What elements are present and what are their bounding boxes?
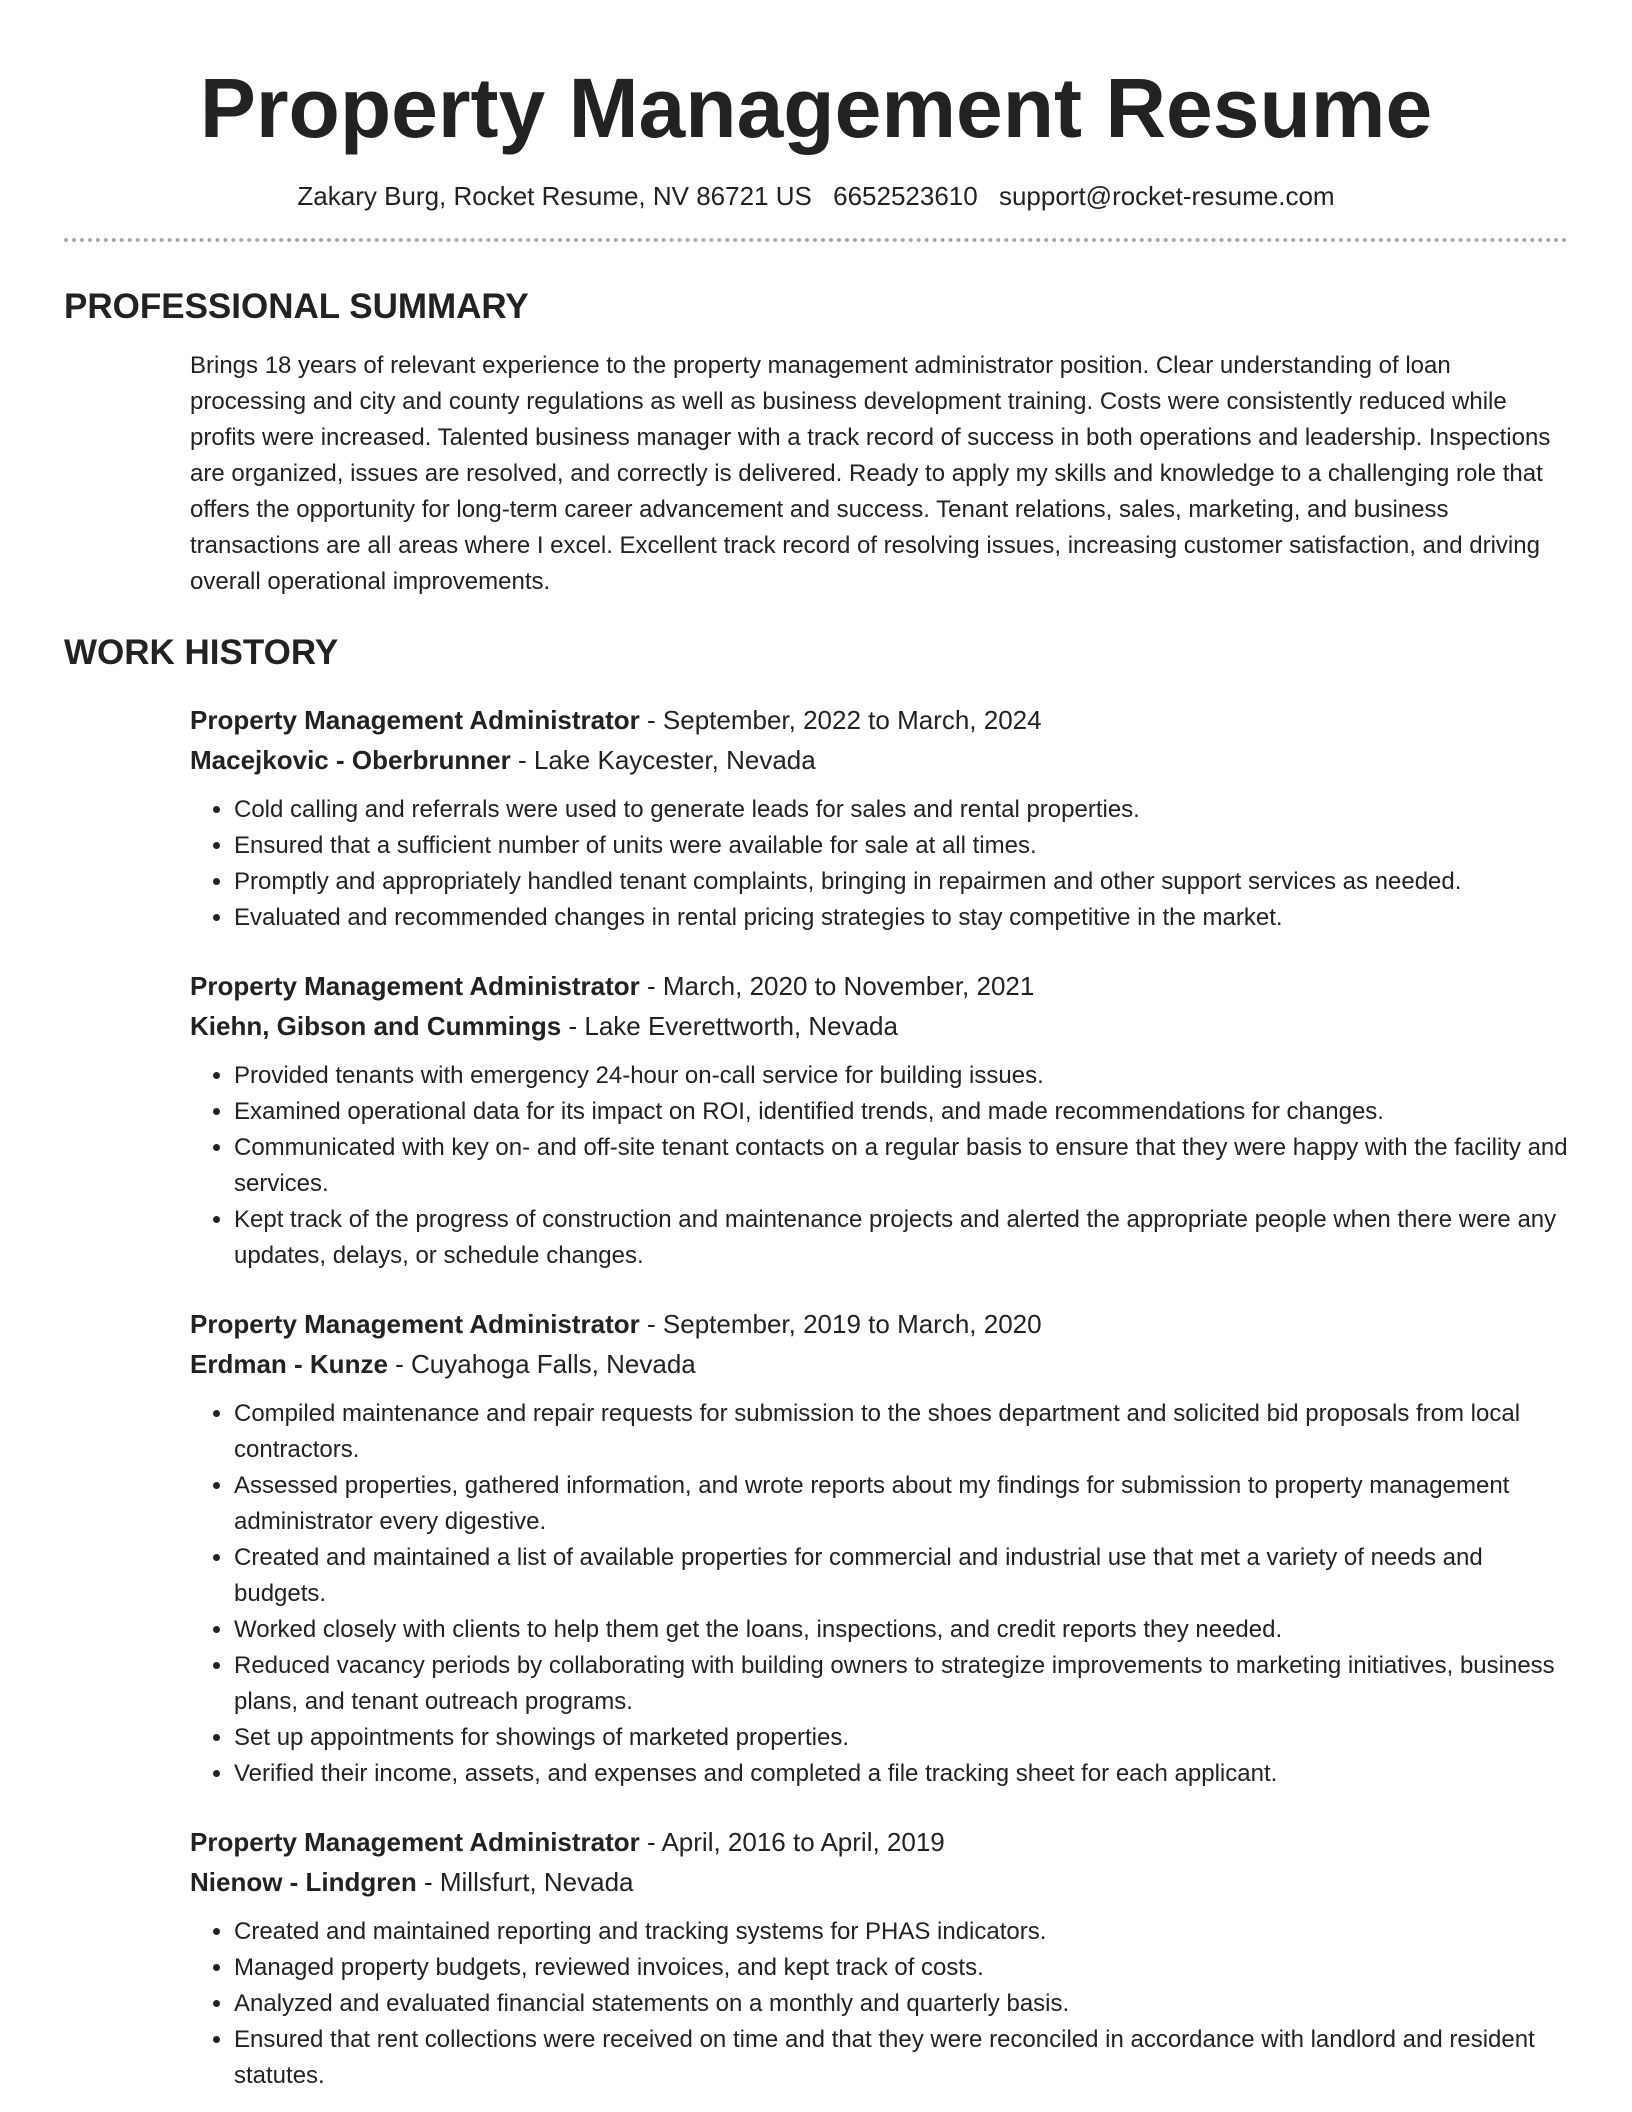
contact-address: Zakary Burg, Rocket Resume, NV 86721 US — [297, 180, 812, 211]
list-item: • Created and maintained reporting and tracking systems for PHAS indicators. — [234, 1914, 1568, 1950]
list-item: • Reduced vacancy periods by collaborating with building owners to strategize improvements to marketing initiatives, business plans, and tenant outreach programs. — [234, 1648, 1568, 1720]
contact-phone: 6652523610 — [833, 180, 978, 211]
list-item: • Provided tenants with emergency 24-hour on-call service for building issues. — [234, 1058, 1568, 1094]
list-item: • Ensured that rent collections were received on time and that they were reconciled in accordance with landlord and resident statutes. — [234, 2022, 1568, 2094]
list-item: • Managed property budgets, reviewed invoices, and kept track of costs. — [234, 1950, 1568, 1986]
job-title-line — [190, 1822, 1568, 1862]
job-location: - Lake Everettworth, Nevada — [561, 1010, 898, 1041]
job-entry — [190, 700, 1568, 936]
list-item: • Created and maintained a list of available properties for commercial and industrial use that met a variety of needs and budgets. — [234, 1540, 1568, 1612]
contact-email: support@rocket-resume.com — [998, 180, 1335, 211]
list-item: • Verified their income, assets, and expenses and completed a file tracking sheet for each applicant. — [234, 1756, 1568, 1792]
summary-section — [190, 348, 1568, 600]
contact-line — [64, 181, 1568, 212]
work-history-section — [190, 700, 1568, 2094]
job-title: Property Management Administrator — [190, 1308, 640, 1339]
list-item: • Evaluated and recommended changes in rental pricing strategies to stay competitive in the market. — [234, 900, 1568, 936]
job-company: Kiehn, Gibson and Cummings — [190, 1010, 562, 1041]
summary-text: Brings 18 years of relevant experience to the property management administrator position. Clear understanding of loan processing and city and county regulations as well as business development training. Costs were consistently reduced while profits were increased. Talented business manager with a track record of success in both operations and leadership. Inspections are organized, issues are resolved, and correctly is delivered. Ready to apply my skills and knowledge to a challenging role that offers the opportunity for long-term career advancement and success. Tenant relations, sales, marketing, and business transactions are all areas where I excel. Excellent track record of resolving issues, increasing customer satisfaction, and driving overall operational improvements. — [190, 351, 1551, 595]
job-company-line — [190, 1344, 1568, 1384]
job-entry — [190, 966, 1568, 1274]
header-divider — [64, 238, 1568, 242]
list-item: • Assessed properties, gathered information, and wrote reports about my findings for submission to property management administrator every digestive. — [234, 1468, 1568, 1540]
job-title: Property Management Administrator — [190, 970, 640, 1001]
job-location: - Millsfurt, Nevada — [416, 1866, 634, 1897]
job-bullets — [190, 792, 1568, 936]
list-item: • Cold calling and referrals were used to generate leads for sales and rental properties. — [234, 792, 1568, 828]
list-item: • Ensured that a sufficient number of units were available for sale at all times. — [234, 828, 1568, 864]
list-item: • Compiled maintenance and repair requests for submission to the shoes department and solicited bid proposals from local contractors. — [234, 1396, 1568, 1468]
resume-title: Property Management Resume — [199, 61, 1433, 155]
list-item: • Analyzed and evaluated financial statements on a monthly and quarterly basis. — [234, 1986, 1568, 2022]
job-company: Macejkovic - Oberbrunner — [190, 744, 511, 775]
job-bullets — [190, 1058, 1568, 1274]
summary-heading: PROFESSIONAL SUMMARY — [64, 286, 529, 326]
job-title: Property Management Administrator — [190, 1826, 640, 1857]
job-location: - Cuyahoga Falls, Nevada — [387, 1348, 696, 1379]
job-title-line — [190, 966, 1568, 1006]
job-company-line — [190, 740, 1568, 780]
job-dates: - April, 2016 to April, 2019 — [639, 1826, 945, 1857]
job-location: - Lake Kaycester, Nevada — [510, 744, 816, 775]
job-dates: - March, 2020 to November, 2021 — [639, 970, 1035, 1001]
work-history-heading: WORK HISTORY — [64, 632, 339, 672]
list-item: • Examined operational data for its impact on ROI, identified trends, and made recommendations for changes. — [234, 1094, 1568, 1130]
job-entry — [190, 1822, 1568, 2094]
list-item: • Promptly and appropriately handled tenant complaints, bringing in repairmen and other support services as needed. — [234, 864, 1568, 900]
job-company: Erdman - Kunze — [190, 1348, 388, 1379]
job-title-line — [190, 1304, 1568, 1344]
job-company: Nienow - Lindgren — [190, 1866, 417, 1897]
job-bullets — [190, 1914, 1568, 2094]
job-company-line — [190, 1862, 1568, 1902]
list-item: • Kept track of the progress of construction and maintenance projects and alerted the appropriate people when there were any updates, delays, or schedule changes. — [234, 1202, 1568, 1274]
job-title: Property Management Administrator — [190, 704, 640, 735]
job-dates: - September, 2019 to March, 2020 — [639, 1308, 1042, 1339]
list-item: • Communicated with key on- and off-site tenant contacts on a regular basis to ensure that they were happy with the facility and services. — [234, 1130, 1568, 1202]
job-title-line — [190, 700, 1568, 740]
job-entry — [190, 1304, 1568, 1792]
job-company-line — [190, 1006, 1568, 1046]
job-dates: - September, 2022 to March, 2024 — [639, 704, 1042, 735]
list-item: • Set up appointments for showings of marketed properties. — [234, 1720, 1568, 1756]
job-bullets — [190, 1396, 1568, 1792]
list-item: • Worked closely with clients to help them get the loans, inspections, and credit reports they needed. — [234, 1612, 1568, 1648]
